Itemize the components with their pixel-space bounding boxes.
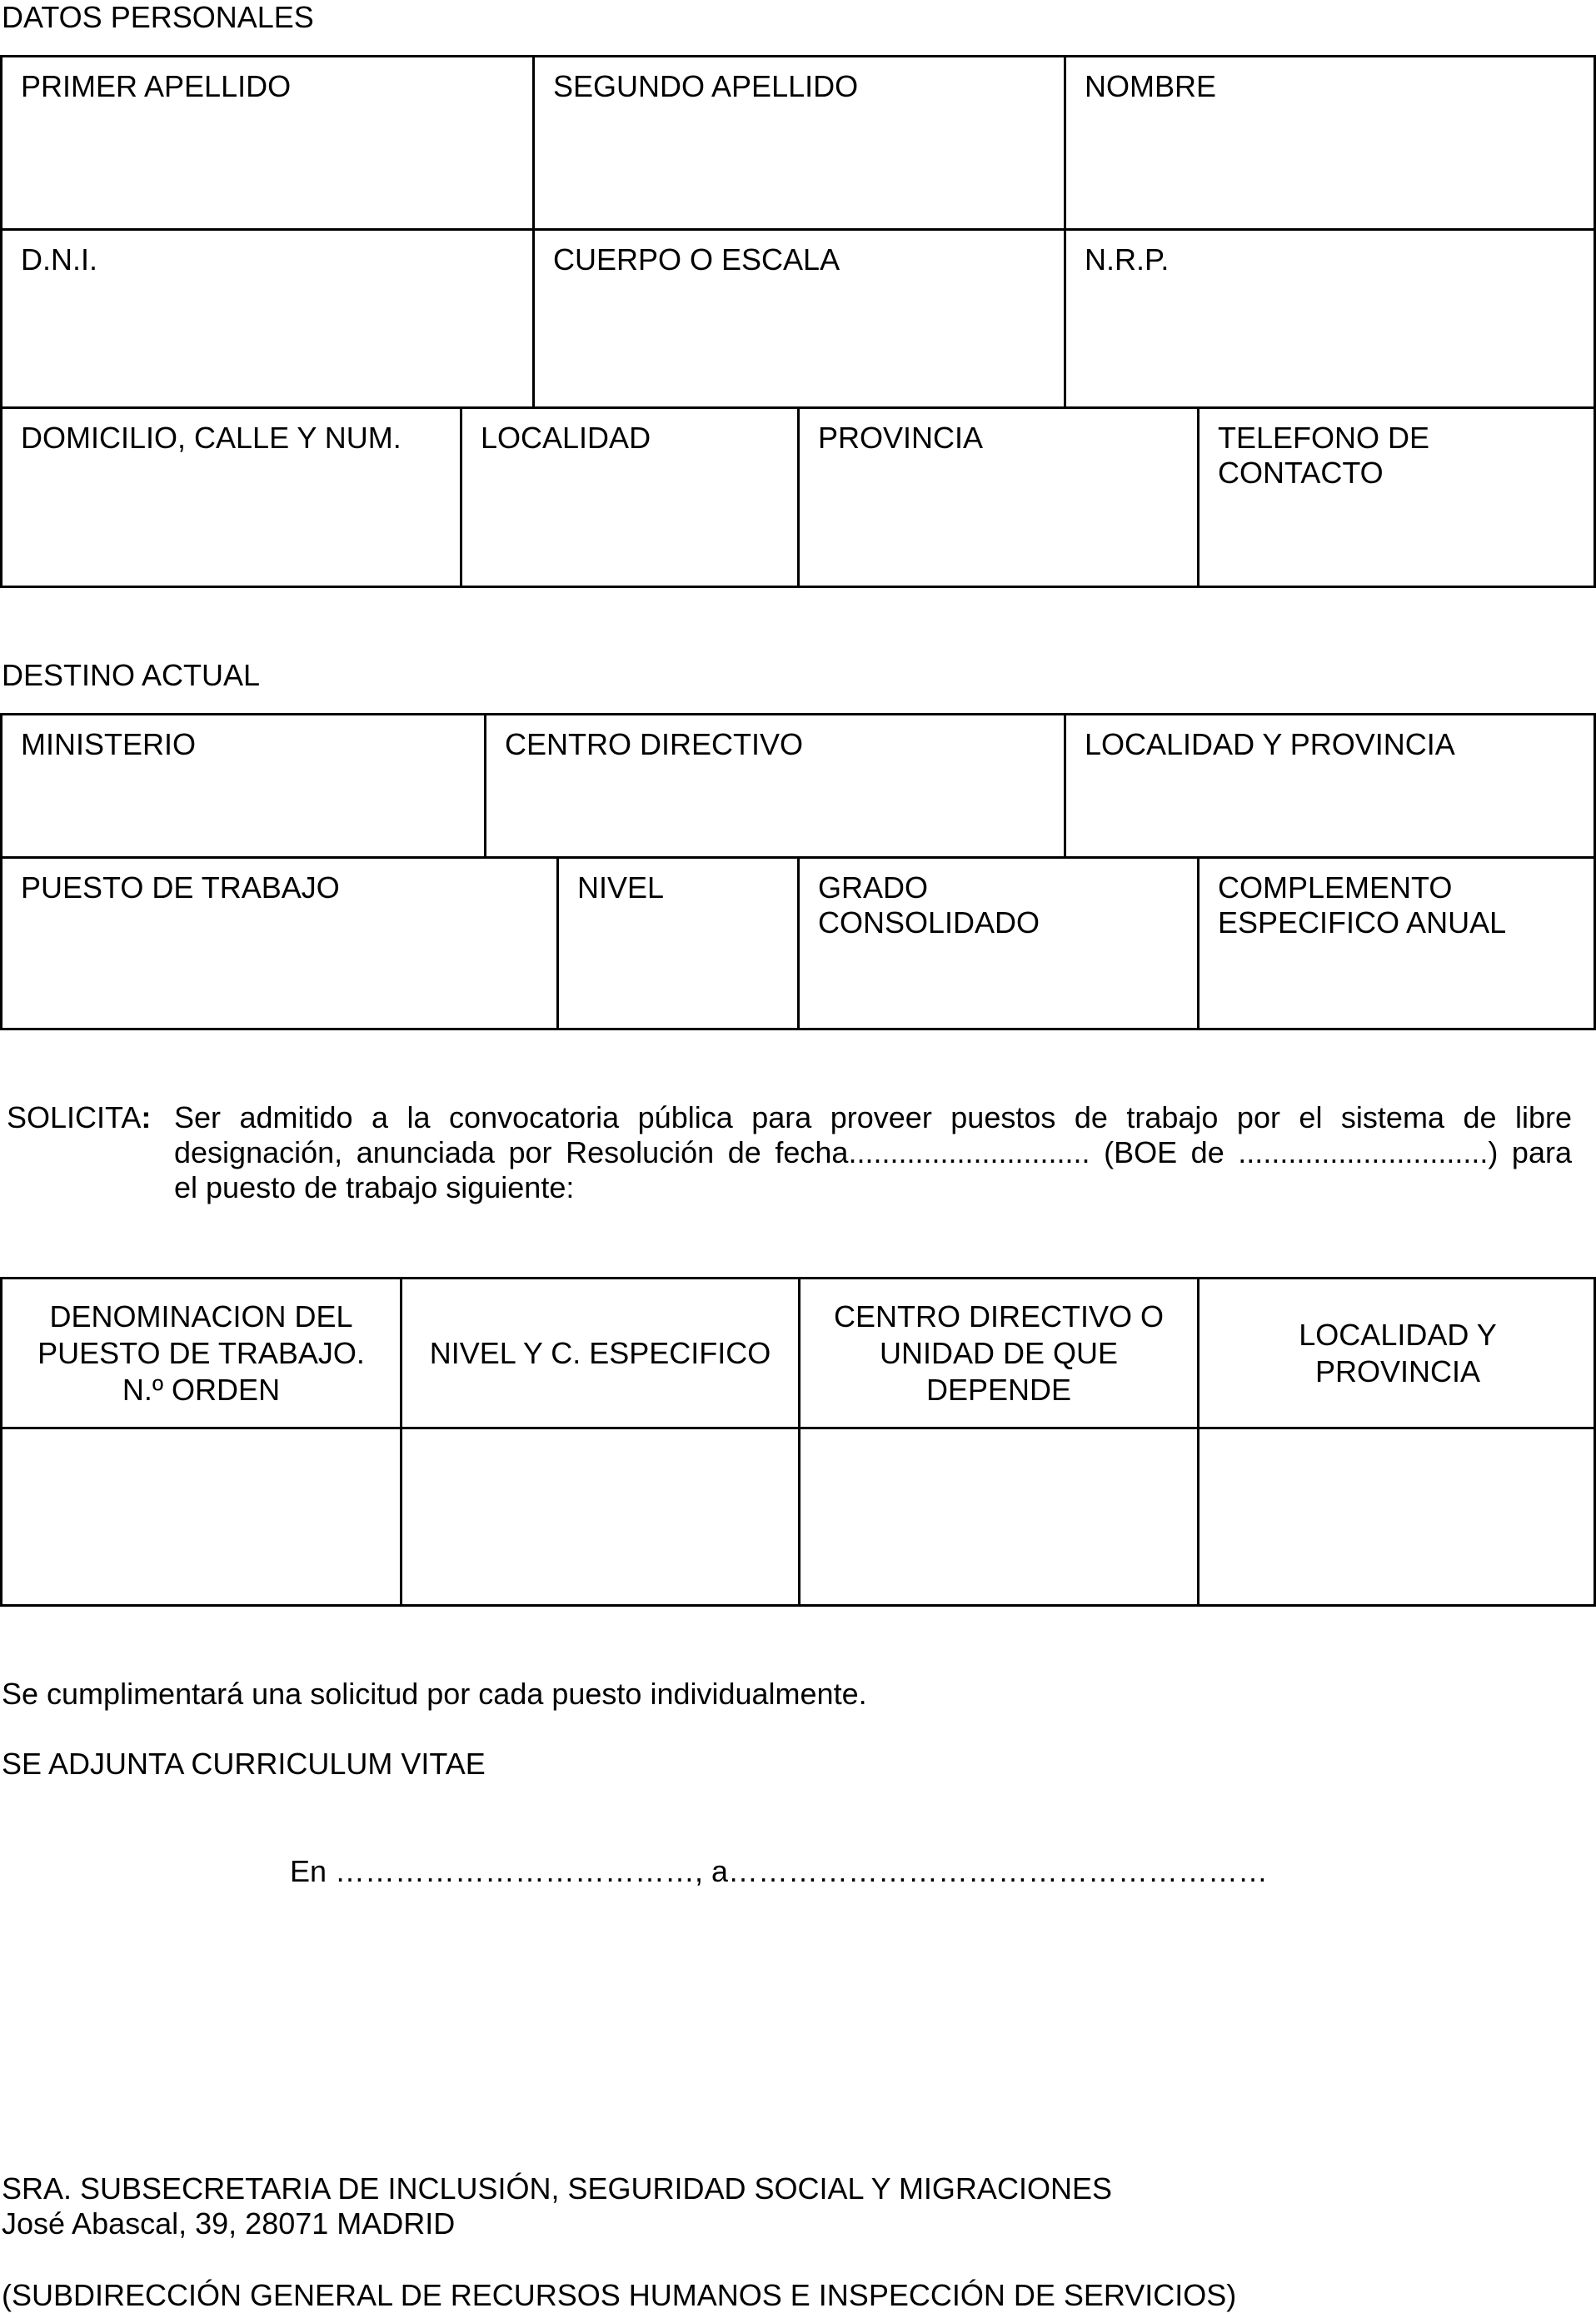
- field-label: NOMBRE: [1085, 69, 1217, 103]
- nivel-field[interactable]: [559, 859, 797, 1030]
- centro-directivo-field[interactable]: [486, 715, 1064, 856]
- solicita-line-1: Ser admitido a la convocatoria pública para proveer puestos de trabajo por el sistema de libre: [174, 1100, 1572, 1134]
- field-label: N.R.P.: [1085, 242, 1170, 277]
- primer-apellido-field[interactable]: [2, 57, 532, 228]
- centro-directivo-input-cell[interactable]: [800, 1429, 1197, 1604]
- localidad-provincia-input-cell[interactable]: [1199, 1429, 1596, 1604]
- segundo-apellido-field[interactable]: [535, 57, 1064, 228]
- field-label: CUERPO O ESCALA: [553, 242, 840, 277]
- complemento-especifico-field[interactable]: [1199, 859, 1596, 1030]
- grado-consolidado-field[interactable]: [800, 859, 1197, 1030]
- solicita-line-3: el puesto de trabajo siguiente:: [174, 1170, 575, 1204]
- field-label: MINISTERIO: [21, 727, 197, 761]
- header-centro-directivo: CENTRO DIRECTIVO O UNIDAD DE QUE DEPENDE: [833, 1299, 1165, 1407]
- address-street: José Abascal, 39, 28071 MADRID: [2, 2206, 456, 2241]
- destino-actual-table: [0, 713, 1596, 1030]
- note-individual: Se cumplimentará una solicitud por cada puesto individualmente.: [2, 1677, 867, 1711]
- puesto-solicitado-table: [0, 1277, 1596, 1607]
- field-label: COMPLEMENTO ESPECIFICO ANUAL: [1218, 870, 1507, 940]
- field-label: D.N.I.: [21, 242, 98, 277]
- dni-field[interactable]: [2, 231, 532, 406]
- personal-data-table: [0, 55, 1596, 588]
- solicita-colon: :: [141, 1100, 152, 1134]
- field-label: LOCALIDAD: [481, 421, 651, 455]
- field-label: CENTRO DIRECTIVO: [505, 727, 804, 761]
- solicita-label: [7, 1100, 151, 1135]
- denominacion-input-cell[interactable]: [2, 1429, 400, 1604]
- field-label: LOCALIDAD Y PROVINCIA: [1085, 727, 1455, 761]
- nombre-field[interactable]: [1066, 57, 1596, 228]
- field-label: PRIMER APELLIDO: [21, 69, 292, 103]
- provincia-field[interactable]: [800, 409, 1197, 588]
- localidad-field[interactable]: [462, 409, 797, 588]
- field-label: NIVEL: [577, 870, 665, 905]
- header-nivel-especifico: NIVEL Y C. ESPECIFICO: [429, 1335, 771, 1370]
- note-curriculum: SE ADJUNTA CURRICULUM VITAE: [2, 1747, 486, 1781]
- place-date-line[interactable]: En ………………………………, a………………………………………………: [290, 1854, 1269, 1888]
- domicilio-field[interactable]: [2, 409, 460, 588]
- field-label: PUESTO DE TRABAJO: [21, 870, 340, 905]
- header-denominacion: DENOMINACION DEL PUESTO DE TRABAJO. N.º ORDEN: [37, 1299, 365, 1407]
- nivel-especifico-input-cell[interactable]: [402, 1429, 798, 1604]
- ministerio-field[interactable]: [2, 715, 484, 856]
- solicita-line-2: designación, anunciada por Resolución de fecha............................. (BOE de ..............................) para: [174, 1135, 1572, 1169]
- field-label: TELEFONO DE CONTACTO: [1218, 421, 1430, 490]
- section-heading-destino-actual: DESTINO ACTUAL: [2, 658, 261, 692]
- field-label: PROVINCIA: [818, 421, 984, 455]
- nrp-field[interactable]: [1066, 231, 1596, 406]
- cuerpo-escala-field[interactable]: [535, 231, 1064, 406]
- section-heading-datos-personales: DATOS PERSONALES: [2, 0, 314, 34]
- address-recipient: SRA. SUBSECRETARIA DE INCLUSIÓN, SEGURIDAD SOCIAL Y MIGRACIONES: [2, 2171, 1112, 2206]
- header-localidad-provincia: LOCALIDAD Y PROVINCIA: [1299, 1317, 1497, 1388]
- puesto-trabajo-field[interactable]: [2, 859, 556, 1030]
- telefono-field[interactable]: [1199, 409, 1596, 588]
- field-label: DOMICILIO, CALLE Y NUM.: [21, 421, 401, 455]
- field-label: SEGUNDO APELLIDO: [553, 69, 859, 103]
- solicita-word: SOLICITA: [7, 1100, 142, 1134]
- localidad-provincia-field[interactable]: [1066, 715, 1596, 856]
- field-label: GRADO CONSOLIDADO: [818, 870, 1040, 940]
- address-department: (SUBDIRECCIÓN GENERAL DE RECURSOS HUMANOS E INSPECCIÓN DE SERVICIOS): [2, 2278, 1237, 2312]
